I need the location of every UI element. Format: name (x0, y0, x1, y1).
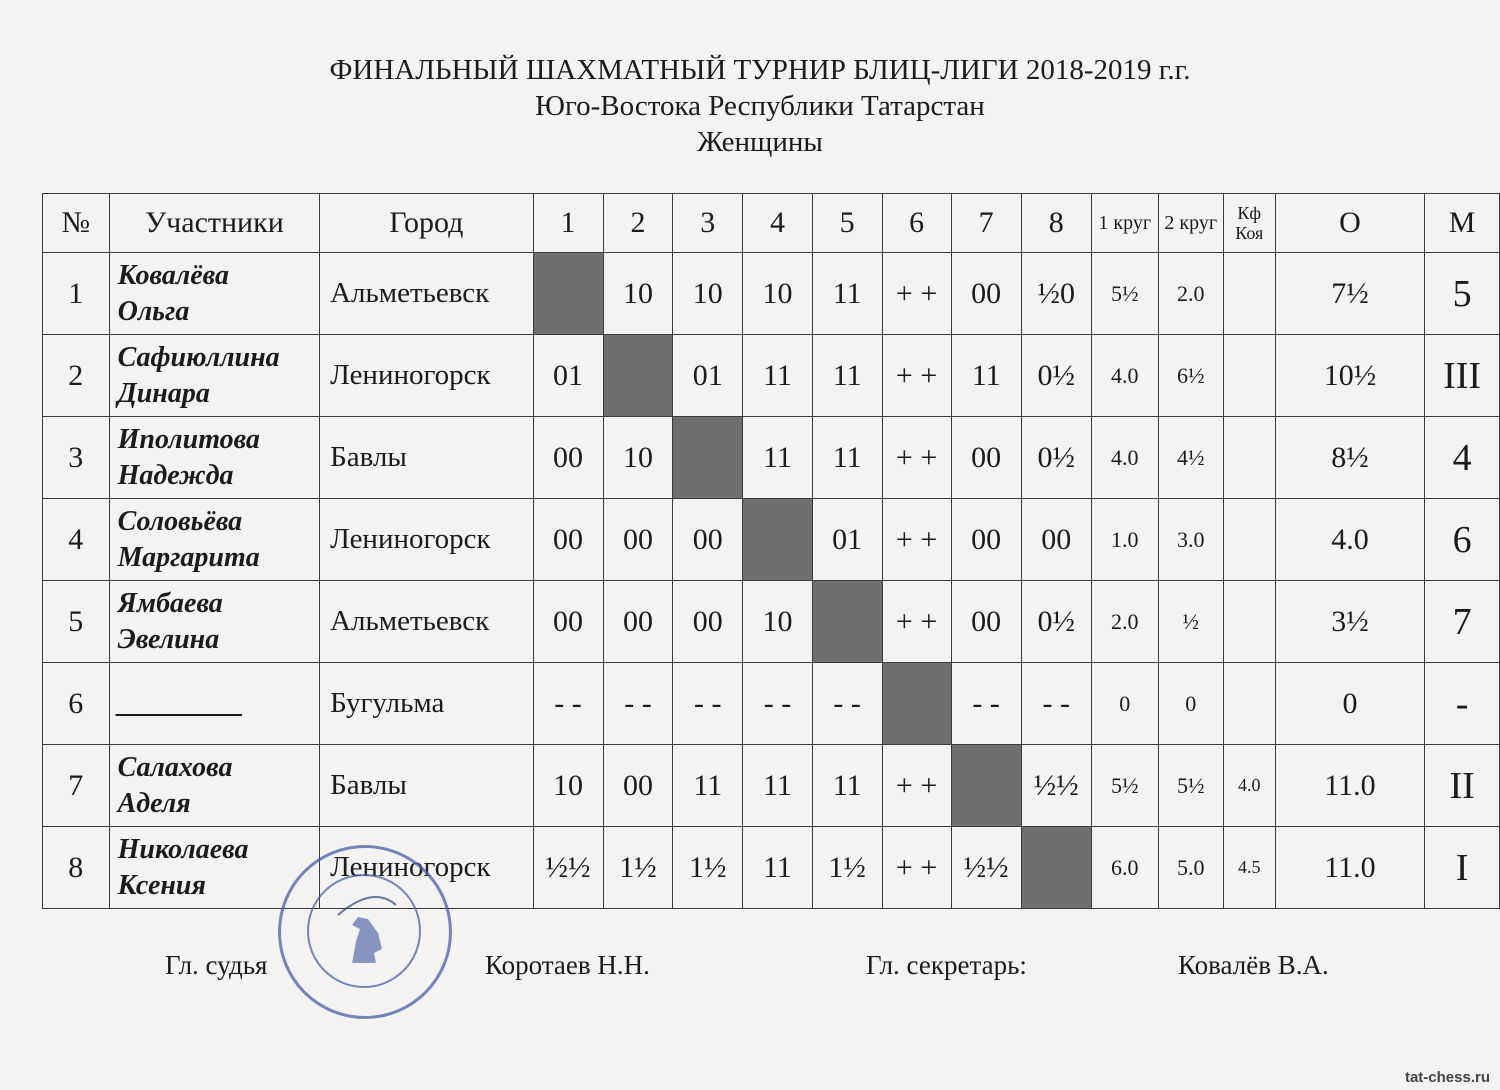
result-cell: 11 (743, 335, 813, 417)
final-place: - (1425, 663, 1500, 745)
result-cell: 01 (673, 335, 743, 417)
result-cell: 1½ (673, 827, 743, 909)
second-line: Ксения (117, 869, 206, 901)
result-cell: 0½ (1021, 417, 1091, 499)
round2-score: 5.0 (1158, 827, 1223, 909)
diagonal-cell (533, 253, 603, 335)
result-cell: 11 (812, 253, 882, 335)
second-line: Надежда (117, 459, 234, 491)
result-cell: - - (673, 663, 743, 745)
total-points: 4.0 (1275, 499, 1424, 581)
result-cell: 00 (1021, 499, 1091, 581)
result-cell: 00 (533, 581, 603, 663)
second-line: Аделя (117, 787, 191, 819)
result-cell: 10 (673, 253, 743, 335)
total-points: 7½ (1275, 253, 1424, 335)
final-place: 6 (1425, 499, 1500, 581)
coefficient (1223, 335, 1275, 417)
participant-city: Лениногорск (320, 499, 533, 581)
result-cell: 11 (951, 335, 1021, 417)
round1-score: 0 (1091, 663, 1158, 745)
result-cell: 11 (812, 745, 882, 827)
row-number: 3 (43, 417, 110, 499)
result-cell: ½0 (1021, 253, 1091, 335)
participant-name (109, 499, 320, 581)
final-place: I (1425, 827, 1500, 909)
document-subtitle: Юго-Востока Республики Татарстан (535, 90, 985, 122)
document-category: Женщины (697, 126, 823, 158)
result-cell: + + (882, 253, 951, 335)
diagonal-cell (812, 581, 882, 663)
coefficient (1223, 253, 1275, 335)
result-cell: - - (1021, 663, 1091, 745)
result-cell: 10 (533, 745, 603, 827)
header-round2: 2 круг (1158, 194, 1223, 253)
header-round1: 1 круг (1091, 194, 1158, 253)
result-cell: + + (882, 827, 951, 909)
row-number: 5 (43, 581, 110, 663)
table-row (43, 663, 1500, 745)
participant-city: Альметьевск (320, 253, 533, 335)
header-city: Город (320, 194, 533, 253)
judge-name: Коротаев Н.Н. (485, 950, 650, 980)
diagonal-cell (951, 745, 1021, 827)
result-cell: 00 (603, 499, 673, 581)
result-cell: + + (882, 745, 951, 827)
result-cell: - - (603, 663, 673, 745)
result-cell: 10 (743, 581, 813, 663)
result-cell: 01 (812, 499, 882, 581)
total-points: 10½ (1275, 335, 1424, 417)
result-cell: 0½ (1021, 581, 1091, 663)
result-cell: + + (882, 581, 951, 663)
table-row (43, 417, 1500, 499)
header-opponent: 1 (533, 194, 603, 253)
round1-score: 1.0 (1091, 499, 1158, 581)
table-row (43, 827, 1500, 909)
round2-score: 6½ (1158, 335, 1223, 417)
second-line: Эвелина (117, 623, 220, 655)
result-cell: 10 (743, 253, 813, 335)
header-opponent: 3 (673, 194, 743, 253)
chess-knight-icon (278, 845, 446, 1013)
table-row (43, 499, 1500, 581)
participant-name (109, 335, 320, 417)
row-number: 2 (43, 335, 110, 417)
total-points: 11.0 (1275, 745, 1424, 827)
result-cell: - - (743, 663, 813, 745)
header-opponent: 6 (882, 194, 951, 253)
round2-score: 3.0 (1158, 499, 1223, 581)
round1-score: 5½ (1091, 745, 1158, 827)
result-cell: - - (951, 663, 1021, 745)
result-cell: 10 (603, 253, 673, 335)
second-line: Динара (117, 377, 210, 409)
table-row (43, 745, 1500, 827)
round1-score: 2.0 (1091, 581, 1158, 663)
result-cell: 11 (743, 417, 813, 499)
coefficient (1223, 663, 1275, 745)
result-cell: + + (882, 417, 951, 499)
final-place: II (1425, 745, 1500, 827)
participant-name (109, 253, 320, 335)
participant-city: Лениногорск (320, 335, 533, 417)
result-cell: 00 (673, 499, 743, 581)
result-cell: ½½ (533, 827, 603, 909)
result-cell: 1½ (603, 827, 673, 909)
diagonal-cell (743, 499, 813, 581)
total-points: 0 (1275, 663, 1424, 745)
result-cell: 11 (673, 745, 743, 827)
result-cell: 01 (533, 335, 603, 417)
first-line: Ковалёва (117, 259, 229, 291)
header-opponent: 7 (951, 194, 1021, 253)
first-line: Николаева (117, 833, 249, 865)
header-row (43, 194, 1500, 253)
diagonal-cell (882, 663, 951, 745)
first-line: Иполитова (117, 423, 260, 455)
result-cell: 11 (743, 827, 813, 909)
participant-name (109, 745, 320, 827)
header-place: М (1425, 194, 1500, 253)
result-cell: 1½ (812, 827, 882, 909)
final-place: 5 (1425, 253, 1500, 335)
row-number: 7 (43, 745, 110, 827)
first-line: Сафиюллина (117, 341, 280, 373)
participant-city: Бавлы (320, 417, 533, 499)
result-cell: 10 (603, 417, 673, 499)
header-coefficient: Кф Коя (1223, 194, 1275, 253)
row-number: 1 (43, 253, 110, 335)
result-cell: + + (882, 499, 951, 581)
table-row (43, 335, 1500, 417)
header-opponent: 8 (1021, 194, 1091, 253)
round2-score: 2.0 (1158, 253, 1223, 335)
round1-score: 5½ (1091, 253, 1158, 335)
result-cell: 00 (951, 253, 1021, 335)
total-points: 3½ (1275, 581, 1424, 663)
row-number: 4 (43, 499, 110, 581)
secretary-name: Ковалёв В.А. (1178, 950, 1329, 980)
participant-city: Альметьевск (320, 581, 533, 663)
result-cell: 00 (603, 581, 673, 663)
result-cell: 00 (533, 417, 603, 499)
result-cell: 00 (673, 581, 743, 663)
first-line: Соловьёва (117, 505, 243, 537)
first-line: Салахова (117, 751, 233, 783)
total-points: 11.0 (1275, 827, 1424, 909)
result-cell: ½½ (951, 827, 1021, 909)
result-cell: - - (812, 663, 882, 745)
table-row (43, 581, 1500, 663)
result-cell: 00 (951, 499, 1021, 581)
participant-name (109, 581, 320, 663)
result-cell: 11 (812, 417, 882, 499)
second-line: Маргарита (117, 541, 260, 573)
row-number: 6 (43, 663, 110, 745)
result-cell: + + (882, 335, 951, 417)
round2-score: 5½ (1158, 745, 1223, 827)
round2-score: ½ (1158, 581, 1223, 663)
header-opponent: 2 (603, 194, 673, 253)
crosstable (42, 193, 1500, 909)
site-watermark: tat-chess.ru (1404, 1069, 1490, 1086)
result-cell: 00 (603, 745, 673, 827)
final-place: 4 (1425, 417, 1500, 499)
diagonal-cell (1021, 827, 1091, 909)
row-number: 8 (43, 827, 110, 909)
diagonal-cell (603, 335, 673, 417)
participant-name (109, 417, 320, 499)
header-opponent: 4 (743, 194, 813, 253)
total-points: 8½ (1275, 417, 1424, 499)
round1-score: 4.0 (1091, 335, 1158, 417)
coefficient (1223, 499, 1275, 581)
table-row (43, 253, 1500, 335)
result-cell: 0½ (1021, 335, 1091, 417)
final-place: III (1425, 335, 1500, 417)
participant-name: _________ (109, 663, 320, 745)
coefficient: 4.0 (1223, 745, 1275, 827)
coefficient: 4.5 (1223, 827, 1275, 909)
header-opponent: 5 (812, 194, 882, 253)
official-stamp (278, 845, 452, 1019)
result-cell: 11 (812, 335, 882, 417)
secretary-label: Гл. секретарь: (866, 950, 1027, 980)
result-cell: 00 (951, 417, 1021, 499)
participant-city: Бугульма (320, 663, 533, 745)
header-participants: Участники (109, 194, 320, 253)
result-cell: 00 (533, 499, 603, 581)
result-cell: 00 (951, 581, 1021, 663)
round2-score: 0 (1158, 663, 1223, 745)
participant-city: Лениногорск (320, 827, 533, 909)
result-cell: 11 (743, 745, 813, 827)
coefficient (1223, 417, 1275, 499)
round1-score: 6.0 (1091, 827, 1158, 909)
round1-score: 4.0 (1091, 417, 1158, 499)
final-place: 7 (1425, 581, 1500, 663)
document-title: ФИНАЛЬНЫЙ ШАХМАТНЫЙ ТУРНИР БЛИЦ-ЛИГИ 2018-2019 г.г. (329, 54, 1191, 86)
header-points: О (1275, 194, 1424, 253)
result-cell: - - (533, 663, 603, 745)
result-cell: ½½ (1021, 745, 1091, 827)
second-line: Ольга (117, 295, 190, 327)
diagonal-cell (673, 417, 743, 499)
participant-city: Бавлы (320, 745, 533, 827)
header-num: № (43, 194, 110, 253)
document-header (0, 52, 1500, 160)
first-line: Ямбаева (117, 587, 223, 619)
coefficient (1223, 581, 1275, 663)
judge-label: Гл. судья (165, 950, 268, 980)
round2-score: 4½ (1158, 417, 1223, 499)
